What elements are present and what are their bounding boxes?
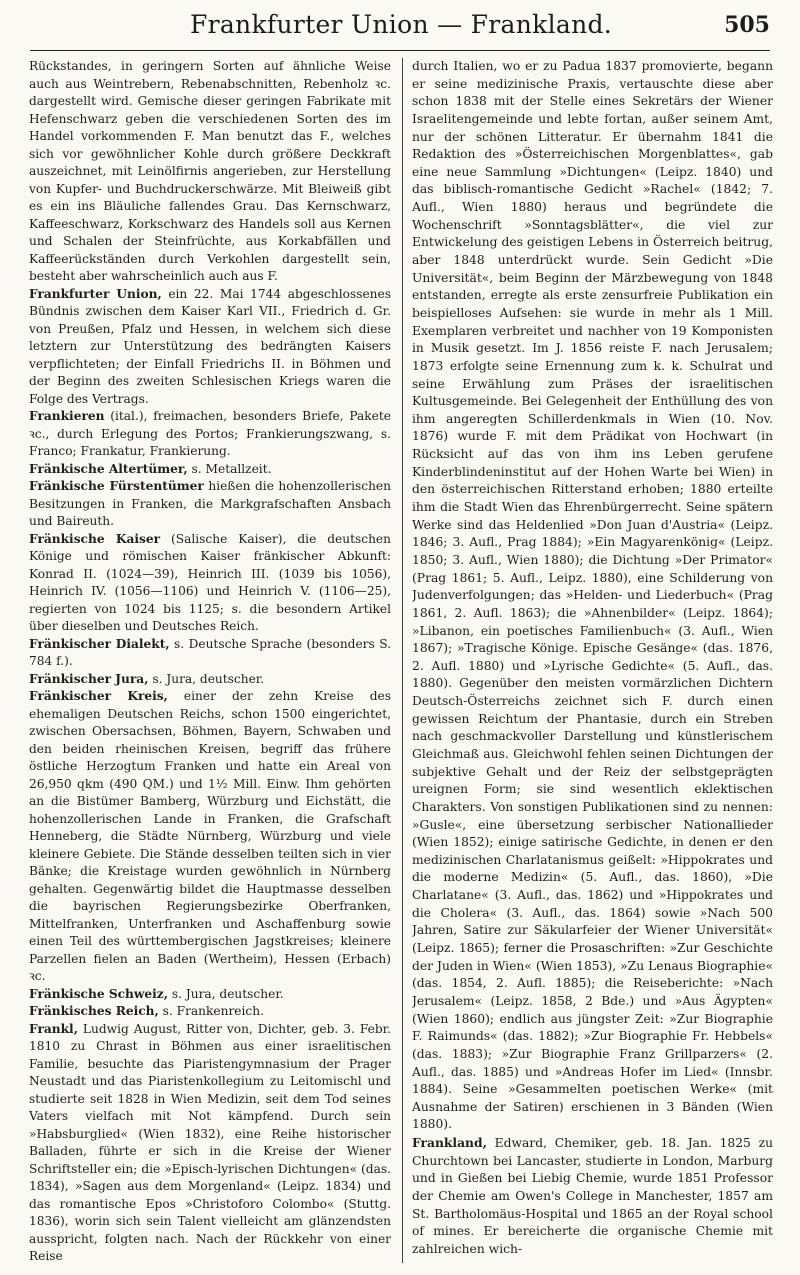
entry-text: s. Jura, deutscher. xyxy=(148,671,265,686)
dictionary-entry xyxy=(29,986,391,1004)
dictionary-entry xyxy=(29,531,391,636)
dictionary-entry xyxy=(29,636,391,671)
entry-text: Edward, Chemiker, geb. 18. Jan. 1825 zu Churchtown bei Lancaster, studierte in London, Marburg und in Gießen bei Liebig Chemie, wurde 1851 Professor der Chemie am Owen's College in Manchester, 1857 am St. Bartholomäus-Hospital und 1865 an der Royal school of mines. Er bereicherte die organische Chemie mit zahlreichen wich- xyxy=(412,1136,773,1256)
entry-headword: Frankfurter Union, xyxy=(29,286,162,301)
entry-text: s. Deutsche Sprache (besonders S. 784 f.). xyxy=(29,636,391,668)
entry-text: Ludwig August, Ritter von, Dichter, geb. 3. Febr. 1810 zu Chrast in Böhmen aus einer israelitischen Familie, besuchte das Piaristengymnasium der Prager Neustadt und das Piaristenkollegium zu Leitomischl und studierte seit 1828 in Wien Medizin, seit dem Tod seines Vaters vielfach mit Not kämpfend. Durch sein »Habsburglied« (Wien 1832), eine Reihe historischer Balladen, führte er sich in die Kreise der Wiener Schriftsteller ein; die »Episch-lyrischen Dichtungen« (das. 1834), »Sagen aus dem Morgenland« (Leipz. 1834) und das romantische Epos »Christoforo Colombo« (Stuttg. 1836), worin sich sein Talent vielleicht am glänzendsten ausspricht, folgten nach. Nach der Rückkehr von einer Reise xyxy=(29,1021,391,1263)
dictionary-entry xyxy=(29,58,391,286)
dictionary-entry xyxy=(29,1003,391,1021)
entry-headword: Fränkischer Kreis, xyxy=(29,689,168,703)
entry-headword: Fränkischer Dialekt, xyxy=(29,636,170,651)
dictionary-entry xyxy=(29,286,391,409)
dictionary-entry xyxy=(412,1134,773,1258)
entry-text: (ital.), freimachen, besonders Briefe, Pakete ꝛc., durch Erlegung des Portos; Frankierungszwang, s. Franco; Frankatur, Frankierung. xyxy=(29,409,391,458)
entry-text: durch Italien, wo er zu Padua 1837 promovierte, begann er seine medizinische Praxis, vertauschte diese aber schon 1838 mit der Stelle eines Sekretärs der Wiener Israelitengemeinde und lebte fortan, außer seinem Amt, nur der schönen Litteratur. Er übernahm 1841 die Redaktion des »Österreichischen Morgenblattes«, gab eine neue Sammlung »Dichtungen« (Leipz. 1840) und das biblisch-romantische Gedicht »Rachel« (1842; 7. Aufl., Wien 1880) heraus und begründete die Wochenschrift »Sonntagsblätter«, die viel zur Entwickelung des geistigen Lebens in Österreich beitrug, aber 1848 unterdrückt wurde. Sein Gedicht »Die Universität«, beim Beginn der Märzbewegung von 1848 entstanden, erregte als erste zensurfreie Publikation ein beispielloses Aufsehen: sie wurde in mehr als 1 Mill. Exemplaren verbreitet und nachher von 19 Komponisten in Musik gesetzt. Im J. 1856 reiste F. nach Jerusalem; 1873 erfolgte seine Ernennung zum k. k. Schulrat und seine Erwählung zum Präses der israelitischen Kultusgemeinde. Bei Gelegenheit der Enthüllung des von ihm angeregten Schillerdenkmals in Wien (10. Nov. 1876) wurde F. mit dem Prädikat von Hochwart (in Rücksicht auf das von ihm ins Leben gerufene Kinderblindeninstitut auf der Hohen Warte bei Wien) in den österreichischen Ritterstand erhoben; 1880 erteilte ihm die Stadt Wien das Ehrenbürgerrecht. Seine spätern Werke sind das Heldenlied »Don Juan d'Austria« (Leipz. 1846; 3. Aufl., Prag 1884); »Ein Magyarenkönig« (Leipz. 1850; 3. Aufl., Wien 1880); die Dichtung »Der Primator« (Prag 1861; 5. Aufl., Leipz. 1880), eine Schilderung von Judenverfolgungen; das »Helden- und Liederbuch« (Prag 1861, 2. Aufl. 1863); die »Ahnenbilder« (Leipz. 1864); »Libanon, ein poetisches Familienbuch« (3. Aufl., Wien 1867); »Tragische Könige. Epische Gesänge« (das. 1876, 2. Aufl. 1880) und »Lyrische Gedichte« (5. Aufl., das. 1880). Gegenüber den meisten vormärzlichen Dichtern Deutsch-Österreichs zeichnet sich F. durch einen gewissen Reichtum der Phantasie, durch ein Streben nach geschmackvoller Darstellung und künstlerischem Gleichmaß aus. Gleichwohl fehlen seinen Dichtungen der subjektive Gehalt und der Reiz der selbstgeprägten ureignen Form; sie sind wesentlich eklektischen Charakters. Von sonstigen Publikationen sind zu nennen: »Gusle«, eine übersetzung serbischer Nationallieder (Wien 1852); einige satirische Gedichte, in denen er den medizinischen Charlatanismus geißelt: »Hippokrates und die moderne Medizin« (5. Aufl., das. 1860), »Die Charlatane« (3. Aufl., das. 1862) und »Hippokrates und die Cholera« (3. Aufl., das. 1864) sowie »Nach 500 Jahren, Satire zur Säkularfeier der Wiener Universität« (Leipz. 1865); ferner die Prosaschriften: »Zur Geschichte der Juden in Wien« (Wien 1853), »Zu Lenaus Biographie« (das. 1854, 2. Aufl. 1885); die Reiseberichte: »Nach Jerusalem« (Leipz. 1858, 2 Bde.) und »Aus Ägypten« (Wien 1860); endlich aus jüngster Zeit: »Zur Biographie F. Raimunds« (das. 1882); »Zur Biographie Fr. Hebbels« (das. 1883); »Zur Biographie Franz Grillparzers« (2. Aufl., das. 1885) und »Andreas Hofer im Lied« (Innsbr. 1884). Seine »Gesammelten poetischen Werke« (mit Ausnahme der Satiren) erschienen in 3 Bänden (Wien 1880). xyxy=(412,59,773,1132)
entry-text: (Salische Kaiser), die deutschen Könige und römischen Kaiser fränkischer Abkunft: Konrad II. (1024—39), Heinrich III. (1039 bis 1056), Heinrich IV. (1056—1106) und Heinrich V. (1106—25), regierten von 1024 bis 1125; s. die besondern Artikel über dieselben und Deutsches Reich. xyxy=(29,531,391,633)
entry-text: Rückstandes, in geringern Sorten auf ähnliche Weise auch aus Weintrebern, Rebenabschnitten, Rebenholz ꝛc. dargestellt wird. Gemische dieser geringen Fabrikate mit Hefenschwarz geben die verschiedenen Sorten des im Handel vorkommenden F. Man benutzt das F., welches sich vor gewöhnlicher Kohle durch größere Deckkraft auszeichnet, mit Leinölfirnis angerieben, zur Herstellung von Kupfer- und Buchdruckerschwärze. Mit Bleiweiß gibt es ein ins Bläuliche fallendes Grau. Das Kernschwarz, Kaffeeschwarz, Korkschwarz des Handels soll aus Kernen und Schalen der Steinfrüchte, aus Korkabfällen und Kaffeerückständen durch Verkohlen dargestellt sein, besteht aber wahrscheinlich auch aus F. xyxy=(29,59,391,283)
right-column xyxy=(412,58,773,1268)
column-divider xyxy=(402,58,403,1263)
dictionary-entry xyxy=(29,408,391,461)
entry-headword: Fränkische Kaiser xyxy=(29,531,161,546)
entry-text: s. Frankenreich. xyxy=(158,1004,264,1018)
dictionary-entry xyxy=(29,688,391,986)
page-header xyxy=(32,6,770,46)
dictionary-entry xyxy=(29,671,391,689)
entry-text: ein 22. Mai 1744 abgeschlossenes Bündnis zwischen dem Kaiser Karl VII., Friedrich d. Gr. von Preußen, Pfalz und Hessen, in welchem sich diese letztern zur Unterstützung des bedrängten Kaisers verpflichteten; der Einfall Friedrichs II. in Böhmen und der Beginn des zweiten Schlesischen Kriegs waren die Folge des Vertrags. xyxy=(29,286,391,406)
page-number: 505 xyxy=(724,12,770,38)
entry-headword: Frankieren xyxy=(29,409,105,423)
dictionary-entry xyxy=(29,1021,391,1266)
entry-headword: Fränkische Fürstentümer xyxy=(29,479,204,493)
entry-headword: Frankl, xyxy=(29,1021,78,1036)
dictionary-entry xyxy=(29,461,391,479)
running-head: Frankfurter Union — Frankland. xyxy=(189,10,613,39)
dictionary-entry xyxy=(412,58,773,1134)
entry-headword: Fränkischer Jura, xyxy=(29,671,149,686)
entry-text: einer der zehn Kreise des ehemaligen Deutschen Reichs, schon 1500 eingerichtet, zwischen Obersachsen, Böhmen, Bayern, Schwaben und den beiden rheinischen Kreisen, begriff das frühere östliche Herzogtum Franken und hatte ein Areal von 26,950 qkm (490 QM.) und 1½ Mill. Einw. Ihm gehörten an die Bistümer Bamberg, Würzburg und Eichstätt, die hohenzollerischen Lande in Franken, die Grafschaft Henneberg, die Städte Nürnberg, Würzburg und viele kleinere Gebiete. Die Stände desselben teilten sich in vier Bänke; die Kreistage wurden gewöhnlich in Nürnberg gehalten. Gegenwärtig bildet die Hauptmasse desselben die bayrischen Regierungsbezirke Oberfranken, Mittelfranken, Unterfranken und Aschaffenburg sowie einen Teil des württembergischen Jagstkreises; kleinere Parzellen fielen an Baden (Wertheim), Hessen (Erbach) ꝛc. xyxy=(29,689,391,983)
entry-text: hießen die hohenzollerischen Besitzungen in Franken, die Markgrafschaften Ansbach und Baireuth. xyxy=(29,479,391,528)
left-column xyxy=(29,58,391,1268)
entry-headword: Fränkische Schweiz, xyxy=(29,986,168,1001)
header-rule xyxy=(30,50,770,51)
entry-headword: Fränkische Altertümer, xyxy=(29,461,188,476)
entry-headword: Fränkisches Reich, xyxy=(29,1004,159,1018)
dictionary-entry xyxy=(29,478,391,531)
entry-headword: Frankland, xyxy=(412,1135,487,1151)
entry-text: s. Jura, deutscher. xyxy=(167,986,284,1001)
entry-text: s. Metallzeit. xyxy=(187,461,272,476)
